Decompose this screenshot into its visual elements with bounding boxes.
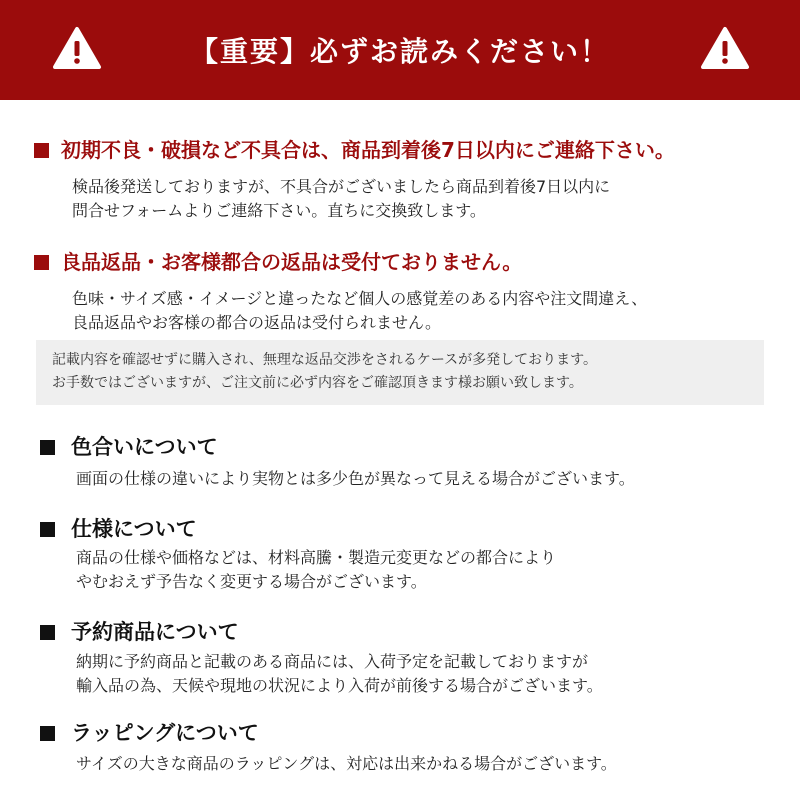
defect-notice-line: 検品後発送しておりますが、不具合がございましたら商品到着後7日以内に xyxy=(72,177,611,196)
returns-notice-body xyxy=(72,287,647,335)
section-body-line: やむおえず予告なく変更する場合がございます。 xyxy=(76,572,427,591)
section-heading-color-text: 色合いについて xyxy=(71,435,218,459)
section-heading-specs-text: 仕様について xyxy=(71,517,197,541)
square-bullet-icon xyxy=(34,255,49,270)
returns-notice-heading xyxy=(34,246,522,275)
section-heading-preorder-text: 予約商品について xyxy=(71,620,239,644)
square-bullet-icon xyxy=(40,440,55,455)
section-heading-preorder xyxy=(40,616,239,646)
section-heading-specs xyxy=(40,513,197,543)
section-body-line: サイズの大きな商品のラッピングは、対応は出来かねる場合がございます。 xyxy=(76,754,617,773)
section-body-line: 納期に予約商品と記載のある商品には、入荷予定を記載しておりますが xyxy=(76,652,589,671)
caution-note-text xyxy=(52,349,597,395)
caution-note-line: 記載内容を確認せずに購入され、無理な返品交渉をされるケースが多発しております。 xyxy=(52,352,598,368)
defect-notice-heading-text: 初期不良・破損など不具合は、商品到着後7日以内にご連絡下さい。 xyxy=(61,138,675,162)
section-body-preorder xyxy=(76,650,603,698)
defect-notice-heading xyxy=(34,134,675,163)
caution-note-box xyxy=(36,340,764,405)
square-bullet-icon xyxy=(40,522,55,537)
section-heading-wrapping xyxy=(40,717,259,747)
warning-triangle-icon xyxy=(52,26,102,70)
header-title: 【重要】必ずお読みください！ xyxy=(189,35,610,68)
section-heading-color xyxy=(40,431,218,461)
square-bullet-icon xyxy=(40,726,55,741)
square-bullet-icon xyxy=(40,625,55,640)
square-bullet-icon xyxy=(34,143,49,158)
returns-notice-heading-text: 良品返品・お客様都合の返品は受付ておりません。 xyxy=(61,250,523,274)
caution-note-line: お手数ではございますが、ご注文前に必ず内容をご確認頂きます様お願い致します。 xyxy=(52,375,583,391)
section-body-line: 輸入品の為、天候や現地の状況により入荷が前後する場合がございます。 xyxy=(76,676,603,695)
section-body-line: 画面の仕様の違いにより実物とは多少色が異なって見える場合がございます。 xyxy=(76,469,635,488)
warning-triangle-icon xyxy=(700,26,750,70)
defect-notice-line: 問合せフォームよりご連絡下さい。直ちに交換致します。 xyxy=(72,201,486,220)
returns-notice-line: 色味・サイズ感・イメージと違ったなど個人の感覚差のある内容や注文間違え、 xyxy=(72,289,648,308)
section-body-specs xyxy=(76,546,556,594)
section-heading-wrapping-text: ラッピングについて xyxy=(71,721,259,745)
header-banner xyxy=(0,0,800,100)
section-body-color xyxy=(76,467,635,491)
section-body-line: 商品の仕様や価格などは、材料高騰・製造元変更などの都合により xyxy=(76,548,557,567)
defect-notice-body xyxy=(72,175,610,223)
section-body-wrapping xyxy=(76,752,617,776)
returns-notice-line: 良品返品やお客様の都合の返品は受付られません。 xyxy=(72,313,441,332)
